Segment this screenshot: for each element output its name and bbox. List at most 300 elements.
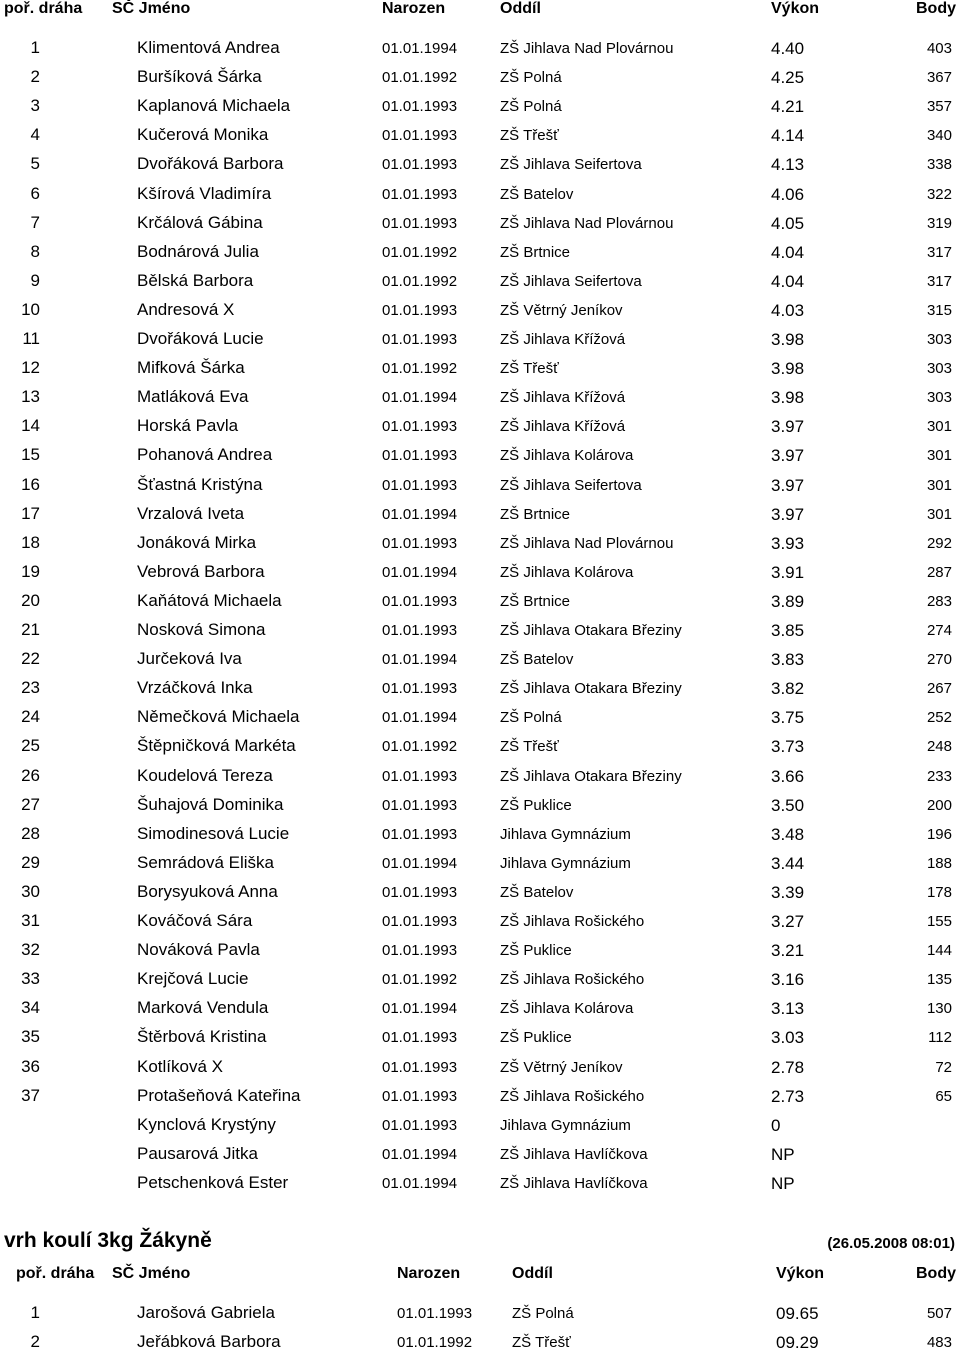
cell-birthdate: 01.01.1993	[382, 185, 458, 203]
cell-position: 25	[21, 736, 40, 756]
cell-name: Pausarová Jitka	[137, 1143, 258, 1163]
cell-position: 9	[30, 270, 40, 290]
cell-points: 130	[926, 1000, 952, 1018]
cell-position: 32	[21, 940, 40, 960]
header-oddil: Oddíl	[512, 1265, 553, 1282]
cell-position: 31	[21, 911, 40, 930]
cell-birthdate: 01.01.1992	[382, 738, 458, 756]
cell-performance: NP	[771, 1144, 795, 1164]
cell-position: 17	[21, 503, 40, 523]
cell-points: 483	[926, 1334, 952, 1351]
cell-club: ZŠ Puklice	[500, 1029, 572, 1047]
cell-name: Krejčová Lucie	[137, 969, 249, 989]
cell-birthdate: 01.01.1993	[382, 156, 458, 174]
cell-performance: 4.13	[771, 155, 805, 175]
cell-position: 21	[21, 620, 40, 639]
cell-club: ZŠ Batelov	[500, 185, 574, 203]
cell-points: 196	[926, 825, 952, 843]
cell-club: ZŠ Třešť	[500, 360, 559, 378]
header-body: Body	[916, 1265, 956, 1282]
cell-birthdate: 01.01.1992	[382, 360, 458, 378]
table-row	[0, 620, 960, 649]
cell-points: 303	[926, 389, 952, 407]
header-pos: poř. dráha	[16, 1265, 95, 1282]
cell-club: ZŠ Třešť	[500, 127, 559, 145]
table-row	[0, 387, 960, 416]
cell-performance: 3.50	[771, 795, 805, 815]
cell-birthdate: 01.01.1994	[382, 1174, 458, 1192]
cell-performance: NP	[771, 1173, 795, 1193]
cell-birthdate: 01.01.1993	[382, 534, 458, 552]
cell-performance: 09.29	[776, 1333, 819, 1352]
cell-points: 270	[926, 651, 952, 669]
table-row	[0, 1027, 960, 1056]
cell-name: Jurčeková Iva	[137, 649, 242, 669]
cell-position: 4	[30, 125, 40, 145]
header-narozen: Narozen	[397, 1265, 461, 1282]
cell-performance: 3.82	[771, 679, 805, 699]
cell-club: ZŠ Jihlava Otakara Březiny	[500, 622, 682, 639]
table-row	[0, 358, 960, 387]
table-row	[0, 67, 960, 96]
cell-performance: 3.66	[771, 766, 805, 786]
cell-position: 23	[21, 678, 40, 698]
cell-points: 274	[926, 622, 952, 639]
cell-club: ZŠ Puklice	[500, 942, 572, 960]
cell-points: 112	[928, 1029, 952, 1047]
cell-points: 322	[926, 185, 952, 203]
cell-points: 267	[926, 680, 952, 698]
cell-performance: 3.97	[771, 475, 805, 495]
table-row	[0, 329, 960, 358]
cell-name: Bělská Barbora	[137, 270, 254, 290]
cell-name: Matláková Eva	[137, 387, 249, 407]
cell-birthdate: 01.01.1993	[382, 767, 458, 785]
table-row	[0, 184, 960, 213]
cell-performance: 4.04	[771, 271, 805, 291]
cell-position: 28	[21, 823, 40, 843]
table-row	[0, 1173, 960, 1202]
cell-birthdate: 01.01.1994	[382, 709, 458, 727]
cell-club: ZŠ Brtnice	[500, 243, 571, 261]
cell-performance: 4.21	[771, 97, 805, 117]
cell-position: 37	[21, 1085, 40, 1105]
cell-points: 248	[926, 738, 952, 756]
cell-performance: 3.03	[771, 1028, 805, 1048]
cell-club: ZŠ Batelov	[500, 651, 574, 669]
cell-performance: 3.97	[771, 504, 805, 524]
cell-performance: 4.04	[771, 242, 805, 262]
cell-birthdate: 01.01.1992	[397, 1334, 473, 1351]
cell-points: 357	[926, 98, 952, 116]
cell-club: ZŠ Polná	[500, 98, 562, 116]
cell-position: 20	[21, 590, 40, 610]
cell-club: ZŠ Jihlava Rošického	[500, 1087, 645, 1105]
cell-name: Vebrová Barbora	[137, 561, 265, 581]
cell-points: 303	[926, 331, 952, 348]
cell-birthdate: 01.01.1993	[382, 98, 458, 116]
cell-performance: 2.73	[771, 1086, 805, 1106]
cell-name: Kšírová Vladimíra	[137, 183, 272, 203]
cell-points: 317	[926, 272, 952, 290]
cell-performance: 3.85	[771, 621, 805, 640]
cell-position: 6	[30, 183, 40, 203]
cell-club: ZŠ Jihlava Seifertova	[500, 156, 642, 174]
cell-performance: 3.98	[771, 359, 805, 379]
cell-points: 65	[935, 1087, 952, 1105]
cell-birthdate: 01.01.1993	[382, 418, 458, 436]
cell-name: Jeřábková Barbora	[137, 1332, 281, 1351]
cell-name: Kučerová Monika	[137, 125, 269, 145]
cell-position: 8	[30, 241, 40, 261]
cell-birthdate: 01.01.1994	[382, 563, 458, 581]
cell-birthdate: 01.01.1993	[382, 680, 458, 698]
cell-performance: 3.97	[771, 446, 805, 466]
cell-position: 29	[21, 852, 40, 872]
table-row	[0, 998, 960, 1027]
table-row	[0, 125, 960, 154]
cell-points: 301	[926, 476, 952, 494]
cell-birthdate: 01.01.1994	[382, 1145, 458, 1163]
cell-club: ZŠ Polná	[500, 709, 562, 727]
cell-name: Buršíková Šárka	[137, 67, 262, 87]
cell-position: 7	[30, 212, 40, 232]
cell-performance: 3.21	[771, 941, 805, 961]
table-row	[0, 911, 960, 940]
cell-club: Jihlava Gymnázium	[500, 1116, 631, 1134]
cell-name: Petschenková Ester	[137, 1172, 289, 1192]
cell-points: 283	[926, 592, 952, 610]
header-oddil: Oddíl	[500, 0, 541, 17]
header-sc-name: SČ Jméno	[112, 0, 191, 17]
cell-performance: 3.98	[771, 388, 805, 408]
cell-position: 15	[21, 445, 40, 465]
cell-name: Klimentová Andrea	[137, 38, 280, 57]
cell-performance: 3.97	[771, 417, 805, 437]
cell-points: 303	[926, 360, 952, 378]
cell-performance: 3.91	[771, 562, 805, 582]
cell-birthdate: 01.01.1993	[382, 942, 458, 960]
header-narozen: Narozen	[382, 0, 446, 17]
cell-name: Vrzáčková Inka	[137, 678, 253, 698]
table-row	[0, 766, 960, 795]
table-row	[0, 1057, 960, 1086]
cell-points: 72	[935, 1058, 952, 1076]
cell-name: Protašeňová Kateřina	[137, 1085, 301, 1105]
cell-birthdate: 01.01.1994	[382, 40, 458, 57]
cell-birthdate: 01.01.1993	[382, 883, 458, 901]
cell-performance: 3.13	[771, 999, 805, 1019]
cell-points: 340	[926, 127, 952, 145]
cell-position: 24	[21, 707, 40, 727]
cell-name: Nováková Pavla	[137, 940, 260, 960]
cell-name: Marková Vendula	[137, 998, 269, 1018]
cell-club: ZŠ Batelov	[500, 883, 574, 901]
cell-position: 30	[21, 881, 40, 901]
cell-club: ZŠ Jihlava Otakara Březiny	[500, 767, 682, 785]
cell-performance: 2.78	[771, 1057, 805, 1077]
cell-points: 315	[926, 301, 952, 319]
cell-name: Krčálová Gábina	[137, 212, 263, 232]
cell-name: Pohanová Andrea	[137, 445, 273, 465]
table-row	[0, 824, 960, 853]
table-row	[0, 300, 960, 329]
cell-position: 36	[21, 1056, 40, 1076]
table1-header	[0, 0, 960, 20]
cell-performance: 4.25	[771, 68, 805, 88]
cell-club: ZŠ Jihlava Kolárova	[500, 563, 634, 581]
cell-performance: 4.40	[771, 39, 805, 58]
cell-birthdate: 01.01.1993	[382, 592, 458, 610]
cell-name: Bodnárová Julia	[137, 241, 259, 261]
cell-name: Koudelová Tereza	[137, 765, 273, 785]
cell-club: ZŠ Větrný Jeníkov	[500, 301, 623, 319]
table-row	[0, 96, 960, 125]
cell-birthdate: 01.01.1993	[382, 447, 458, 465]
cell-name: Nosková Simona	[137, 620, 266, 639]
cell-name: Kaňátová Michaela	[137, 590, 282, 610]
cell-name: Simodinesová Lucie	[137, 823, 290, 843]
cell-club: ZŠ Třešť	[500, 738, 559, 756]
cell-birthdate: 01.01.1993	[382, 331, 458, 348]
cell-points: 301	[926, 447, 952, 465]
cell-points: 367	[926, 69, 952, 87]
table-row	[0, 271, 960, 300]
cell-position: 13	[21, 387, 40, 407]
table-row	[0, 1086, 960, 1115]
cell-birthdate: 01.01.1993	[397, 1305, 473, 1322]
cell-name: Štěrbová Kristina	[137, 1027, 267, 1047]
cell-performance: 4.14	[771, 126, 805, 146]
cell-name: Andresová X	[137, 299, 235, 319]
cell-name: Horská Pavla	[137, 416, 239, 436]
cell-club: ZŠ Jihlava Nad Plovárnou	[500, 534, 674, 552]
cell-club: ZŠ Jihlava Kolárova	[500, 1000, 634, 1018]
cell-performance: 3.44	[771, 853, 805, 873]
cell-points: 301	[926, 505, 952, 523]
cell-name: Dvořáková Barbora	[137, 154, 284, 174]
cell-position: 14	[21, 416, 40, 436]
cell-position: 27	[21, 794, 40, 814]
cell-birthdate: 01.01.1993	[382, 476, 458, 494]
cell-position: 12	[21, 358, 40, 378]
cell-performance: 3.83	[771, 650, 805, 670]
cell-name: Němečková Michaela	[137, 707, 300, 727]
cell-club: ZŠ Třešť	[512, 1334, 571, 1351]
cell-points: 188	[926, 854, 952, 872]
cell-position: 5	[30, 154, 40, 174]
cell-position: 1	[30, 38, 40, 57]
cell-name: Šťastná Kristýna	[137, 474, 263, 494]
cell-birthdate: 01.01.1993	[382, 214, 458, 232]
cell-name: Štěpničková Markéta	[137, 736, 296, 756]
cell-position: 2	[30, 67, 40, 87]
table-row	[0, 969, 960, 998]
table-row	[0, 591, 960, 620]
cell-performance: 3.75	[771, 708, 805, 728]
cell-club: ZŠ Brtnice	[500, 505, 571, 523]
cell-performance: 0	[771, 1115, 781, 1135]
cell-club: ZŠ Jihlava Rošického	[500, 913, 645, 930]
cell-position: 11	[22, 329, 40, 348]
cell-points: 135	[926, 971, 952, 989]
cell-name: Semrádová Eliška	[137, 852, 275, 872]
table-row	[0, 242, 960, 271]
cell-birthdate: 01.01.1994	[382, 854, 458, 872]
cell-birthdate: 01.01.1993	[382, 127, 458, 145]
cell-club: ZŠ Větrný Jeníkov	[500, 1058, 623, 1076]
cell-points: 252	[926, 709, 952, 727]
cell-birthdate: 01.01.1993	[382, 796, 458, 814]
cell-performance: 3.39	[771, 882, 805, 902]
cell-club: Jihlava Gymnázium	[500, 854, 631, 872]
cell-club: Jihlava Gymnázium	[500, 825, 631, 843]
cell-club: ZŠ Jihlava Křížová	[500, 331, 626, 348]
cell-position: 16	[21, 474, 40, 494]
table2-header	[0, 1265, 960, 1285]
cell-points: 338	[926, 156, 952, 174]
section-timestamp: (26.05.2008 08:01)	[827, 1235, 955, 1252]
cell-birthdate: 01.01.1994	[382, 1000, 458, 1018]
cell-birthdate: 01.01.1993	[382, 1058, 458, 1076]
cell-position: 2	[30, 1332, 40, 1351]
cell-club: ZŠ Jihlava Nad Plovárnou	[500, 40, 674, 57]
cell-position: 1	[30, 1303, 40, 1322]
cell-points: 301	[926, 418, 952, 436]
table-row	[0, 38, 960, 67]
cell-points: 319	[926, 214, 952, 232]
cell-performance: 3.16	[771, 970, 805, 990]
cell-performance: 09.65	[776, 1304, 819, 1323]
cell-name: Jonáková Mirka	[137, 532, 257, 552]
cell-club: ZŠ Jihlava Havlíčkova	[500, 1145, 648, 1163]
cell-points: 317	[926, 243, 952, 261]
table-row	[0, 445, 960, 474]
cell-birthdate: 01.01.1993	[382, 913, 458, 930]
table-row	[0, 213, 960, 242]
table-row	[0, 707, 960, 736]
cell-birthdate: 01.01.1993	[382, 301, 458, 319]
cell-club: ZŠ Jihlava Křížová	[500, 418, 626, 436]
cell-performance: 3.48	[771, 824, 805, 844]
cell-name: Kováčová Sára	[137, 911, 253, 930]
table-row	[0, 475, 960, 504]
cell-birthdate: 01.01.1993	[382, 825, 458, 843]
table-row	[0, 853, 960, 882]
cell-points: 155	[926, 913, 952, 930]
cell-performance: 3.93	[771, 533, 805, 553]
cell-club: ZŠ Puklice	[500, 796, 572, 814]
cell-name: Šuhajová Dominika	[137, 794, 284, 814]
cell-position: 26	[21, 765, 40, 785]
table-row	[0, 562, 960, 591]
cell-points: 144	[926, 942, 952, 960]
cell-performance: 3.73	[771, 737, 805, 757]
cell-name: Borysyuková Anna	[137, 881, 278, 901]
cell-birthdate: 01.01.1992	[382, 69, 458, 87]
section-title: vrh koulí 3kg Žákyně	[4, 1229, 212, 1252]
table-row	[0, 940, 960, 969]
table-row	[0, 678, 960, 707]
cell-club: ZŠ Polná	[512, 1305, 574, 1322]
table-row	[0, 1303, 960, 1332]
cell-birthdate: 01.01.1994	[382, 389, 458, 407]
header-sc-name: SČ Jméno	[112, 1265, 191, 1282]
cell-name: Jarošová Gabriela	[137, 1303, 275, 1322]
cell-position: 35	[21, 1027, 40, 1047]
cell-performance: 3.27	[771, 912, 805, 931]
cell-club: ZŠ Jihlava Křížová	[500, 389, 626, 407]
cell-name: Mifková Šárka	[137, 358, 245, 378]
cell-birthdate: 01.01.1993	[382, 622, 458, 639]
cell-position: 34	[21, 998, 40, 1018]
header-pos: poř. dráha	[4, 0, 83, 17]
cell-birthdate: 01.01.1993	[382, 1029, 458, 1047]
cell-points: 507	[926, 1305, 952, 1322]
cell-performance: 3.98	[771, 330, 805, 349]
table-row	[0, 1332, 960, 1361]
cell-name: Dvořáková Lucie	[137, 329, 264, 348]
cell-points: 403	[926, 40, 952, 57]
cell-birthdate: 01.01.1993	[382, 1087, 458, 1105]
cell-club: ZŠ Jihlava Kolárova	[500, 447, 634, 465]
cell-position: 33	[21, 969, 40, 989]
cell-club: ZŠ Jihlava Seifertova	[500, 272, 642, 290]
table-row	[0, 649, 960, 678]
cell-performance: 4.05	[771, 213, 805, 233]
table-row	[0, 1115, 960, 1144]
cell-performance: 4.03	[771, 300, 805, 320]
table-row	[0, 1144, 960, 1173]
cell-name: Kynclová Krystýny	[137, 1114, 276, 1134]
cell-club: ZŠ Jihlava Havlíčkova	[500, 1174, 648, 1192]
cell-club: ZŠ Brtnice	[500, 592, 571, 610]
header-vykon: Výkon	[776, 1265, 825, 1282]
cell-club: ZŠ Polná	[500, 69, 562, 87]
table-row	[0, 154, 960, 183]
table-row	[0, 416, 960, 445]
cell-club: ZŠ Jihlava Seifertova	[500, 476, 642, 494]
cell-birthdate: 01.01.1992	[382, 243, 458, 261]
cell-club: ZŠ Jihlava Otakara Březiny	[500, 680, 682, 698]
cell-performance: 3.89	[771, 591, 805, 611]
cell-name: Vrzalová Iveta	[137, 503, 245, 523]
cell-position: 10	[21, 299, 40, 319]
cell-birthdate: 01.01.1994	[382, 505, 458, 523]
header-vykon: Výkon	[771, 0, 820, 17]
cell-position: 18	[21, 532, 40, 552]
table-row	[0, 533, 960, 562]
cell-points: 178	[926, 883, 952, 901]
cell-club: ZŠ Jihlava Nad Plovárnou	[500, 214, 674, 232]
cell-name: Kotlíková X	[137, 1056, 223, 1076]
cell-position: 3	[30, 96, 40, 116]
cell-performance: 4.06	[771, 184, 805, 204]
table-row	[0, 882, 960, 911]
cell-points: 233	[926, 767, 952, 785]
cell-points: 287	[926, 563, 952, 581]
cell-position: 19	[21, 561, 40, 581]
cell-birthdate: 01.01.1993	[382, 1116, 458, 1134]
header-body: Body	[916, 0, 956, 17]
cell-birthdate: 01.01.1992	[382, 272, 458, 290]
cell-position: 22	[21, 649, 40, 669]
cell-birthdate: 01.01.1994	[382, 651, 458, 669]
cell-name: Kaplanová Michaela	[137, 96, 291, 116]
table-row	[0, 736, 960, 765]
table-row	[0, 504, 960, 533]
cell-birthdate: 01.01.1992	[382, 971, 458, 989]
